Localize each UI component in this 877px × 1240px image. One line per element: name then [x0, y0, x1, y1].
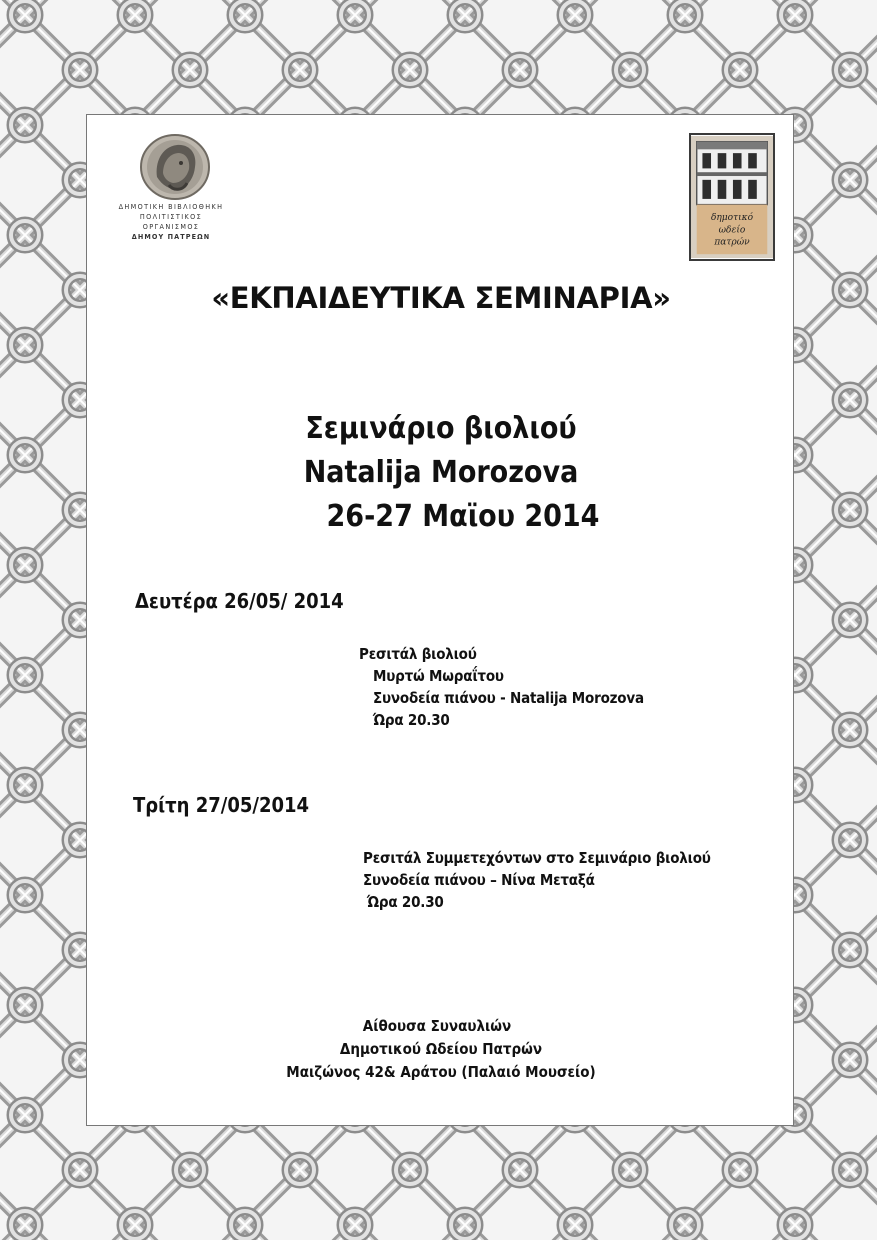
poster-sheet [86, 114, 794, 1126]
day2-line: Ρεσιτάλ Συμμετεχόντων στο Σεμινάριο βιολιού [363, 849, 711, 867]
logo-text-line: ωδείο [718, 225, 746, 236]
page-title: «ΕΚΠΑΙΔΕΥΤΙΚΑ ΣΕΜΙΝΑΡΙΑ» [211, 281, 671, 315]
library-organization-name [107, 202, 235, 242]
seminar-dates: 26-27 Μαϊου 2014 [326, 499, 600, 534]
day1-line: Ώρα 20.30 [373, 711, 450, 729]
conservatory-building-logo-icon [689, 133, 775, 261]
day1-line: Συνοδεία πιάνου - Natalija Morozova [373, 689, 644, 707]
logo-text-line: πατρών [714, 237, 750, 248]
library-line: ΔΗΜΟΥ ΠΑΤΡΕΩΝ [131, 232, 211, 241]
day1-line: Ρεσιτάλ βιολιού [359, 645, 477, 663]
day2-heading: Τρίτη 27/05/2014 [133, 793, 310, 817]
day2-line: Ώρα 20.30 [367, 893, 444, 911]
library-line: ΟΡΓΑΝΙΣΜΟΣ [142, 222, 200, 231]
day1-line: Μυρτώ Μωραΐτου [373, 667, 504, 685]
library-line: ΠΟΛΙΤΙΣΤΙΚΟΣ [139, 212, 203, 221]
seminar-artist: Natalija Morozova [303, 455, 579, 490]
ancient-coin-head-icon [139, 133, 211, 201]
day1-heading: Δευτέρα 26/05/ 2014 [135, 589, 344, 613]
venue-address: Μαιζώνος 42& Αράτου (Παλαιό Μουσείο) [286, 1063, 596, 1081]
venue-line: Δημοτικού Ωδείου Πατρών [339, 1040, 543, 1058]
logo-text-line: δημοτικό [710, 212, 754, 223]
library-line: ΔΗΜΟΤΙΚΗ ΒΙΒΛΙΟΘΗΚΗ [118, 202, 224, 211]
day2-line: Συνοδεία πιάνου – Νίνα Μεταξά [363, 871, 595, 889]
venue-line: Αίθουσα Συναυλιών [362, 1017, 512, 1035]
seminar-name: Σεμινάριο βιολιού [305, 411, 577, 446]
